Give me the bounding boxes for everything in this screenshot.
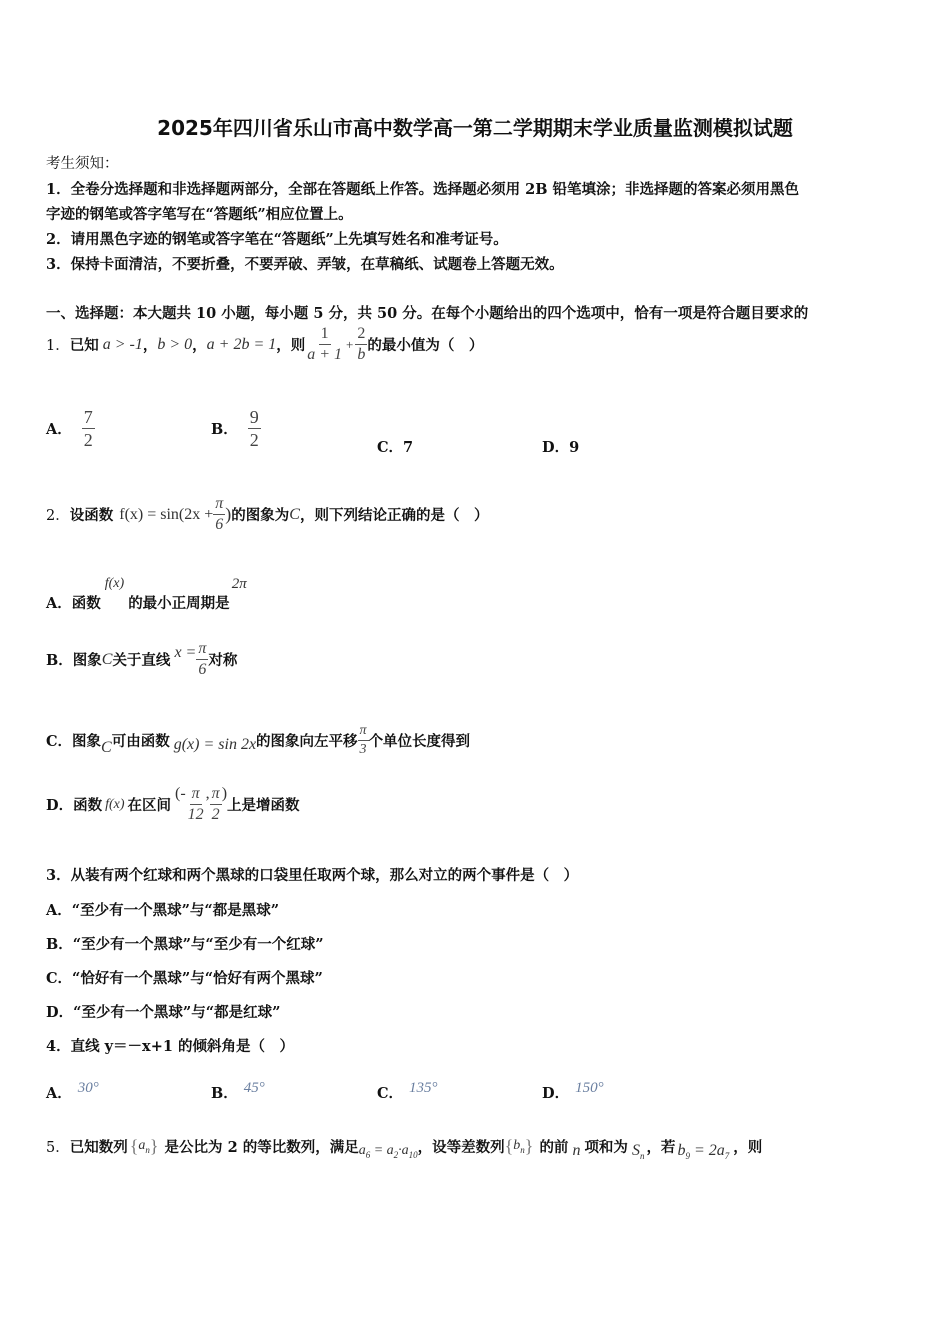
q4-b-value: 45°	[243, 1080, 265, 1096]
question-5	[46, 1132, 762, 1161]
q1-b-fraction: $\frac{9}{2}$	[249, 407, 259, 450]
q3-option-b[interactable]: B．“至少有一个黑球”与“至少有一个红球”	[46, 936, 324, 953]
q1-cond-1: a > -1	[102, 335, 143, 353]
q2-close-paren: )	[225, 504, 232, 524]
q5-text-5: 项和为	[584, 1139, 628, 1157]
q5-text-2: 是公比为 2 的等比数列，满足	[164, 1139, 359, 1157]
q1-cond-3: a + 2b = 1	[206, 335, 277, 353]
q1-sep-2: ，	[192, 337, 207, 354]
option-label: A．	[46, 421, 72, 438]
q4-option-d[interactable]	[542, 1076, 604, 1102]
q5-n: n	[572, 1141, 581, 1159]
section-heading: 一、选择题：本大题共 10 小题，每小题 5 分，共 50 分。在每个小题给出的四个选项中，恰有一项是符合题目要求的	[46, 305, 809, 322]
q2-a-text-2: 的最小正周期是	[128, 595, 230, 612]
q5-text-1: 已知数列	[69, 1139, 128, 1157]
q2-d-fraction-2: $\frac{\pi}{2}$	[211, 785, 220, 823]
q5-text-4: 的前	[539, 1139, 569, 1157]
q1-sep-1: ，	[142, 337, 158, 354]
q5-condition-2: $b_9 = 2a_7$	[677, 1142, 730, 1162]
q1-option-c[interactable]: C．7	[377, 439, 414, 456]
q2-d-comma: ,	[205, 784, 210, 802]
q2-d-open: (-	[175, 784, 186, 802]
notice-line-2: 2．请用黑色字迹的钢笔或答字笔在“答题纸”上先填写姓名和准考证号。	[46, 231, 508, 248]
q2-d-text-1: D．函数	[46, 797, 103, 814]
q2-a-func: f(x)	[104, 576, 125, 591]
q3-option-d[interactable]: D．“至少有一个黑球”与“都是红球”	[46, 1004, 281, 1021]
q1-fraction-2: $\frac{2}{b}$	[357, 325, 366, 363]
q5-text-6: ，若	[646, 1139, 676, 1157]
q2-option-d[interactable]	[46, 786, 300, 823]
notice-line-1b: 字迹的钢笔或答字笔写在“答题纸”相应位置上。	[46, 206, 353, 223]
q4-option-a[interactable]	[46, 1076, 99, 1102]
q4-c-value: 135°	[409, 1080, 438, 1096]
option-label: B．	[211, 1085, 238, 1102]
q4-a-value: 30°	[77, 1080, 99, 1096]
q1-text-3: 的最小值为（ ）	[367, 337, 484, 354]
q5-sum-s: $S_n$	[631, 1142, 645, 1162]
q1-cond-2: b > 0	[157, 335, 193, 353]
q4-option-b[interactable]	[211, 1076, 265, 1102]
q2-c-text-1: C．图象	[46, 733, 102, 750]
q2-d-text-3: 上是增函数	[227, 797, 300, 814]
q2-c-graph-c: C	[101, 738, 112, 756]
q3-option-c[interactable]: C．“恰好有一个黑球”与“恰好有两个黑球”	[46, 970, 323, 987]
q2-d-text-2: 在区间	[127, 797, 172, 814]
q2-function: f(x) = sin(2x +	[119, 505, 214, 523]
q4-option-c[interactable]	[377, 1076, 438, 1102]
q1-a-fraction: $\frac{7}{2}$	[83, 407, 93, 450]
q1-text-2: ，则	[276, 337, 306, 354]
q5-brace-open-2: {	[504, 1136, 514, 1157]
q2-c-func-g: g(x) = sin 2x	[173, 735, 257, 753]
q5-brace-close-1: }	[149, 1136, 159, 1157]
q5-number: 5．	[46, 1140, 70, 1157]
q5-seq-b: $b_n$	[513, 1138, 525, 1155]
q5-text-3: ，设等差数列	[417, 1139, 505, 1157]
question-2	[46, 496, 488, 533]
q2-b-text-3: 对称	[208, 652, 238, 669]
q5-brace-close-2: }	[524, 1136, 534, 1157]
question-1	[46, 326, 483, 363]
q3-option-a[interactable]: A．“至少有一个黑球”与“都是黑球”	[46, 902, 280, 919]
option-label: B．	[211, 421, 238, 438]
option-label: D．	[542, 1085, 570, 1102]
q1-text-1: 已知	[69, 337, 99, 354]
question-3: 3．从装有两个红球和两个黑球的口袋里任取两个球，那么对立的两个事件是（ ）	[46, 867, 579, 884]
q4-d-value: 150°	[575, 1080, 604, 1096]
q2-a-text-1: A．函数	[46, 595, 101, 612]
q2-b-graph-c: C	[101, 650, 113, 668]
q2-fraction: $\frac{\pi}{6}$	[215, 495, 224, 533]
q2-text-3: ，则下列结论正确的是（ ）	[299, 507, 489, 524]
notice-line-1: 1．全卷分选择题和非选择题两部分，全部在答题纸上作答。选择题必须用 2B 铅笔填涂；非选择题的答案必须用黑色	[46, 181, 800, 198]
option-label: C．	[377, 1085, 404, 1102]
q2-graph-c: C	[289, 505, 300, 523]
q5-text-7: ，则	[733, 1139, 763, 1157]
question-4: 4．直线 y＝－x+1 的倾斜角是（ ）	[46, 1038, 294, 1055]
q1-option-b[interactable]	[211, 408, 261, 449]
page-title: 2025年四川省乐山市高中数学高一第二学期期末学业质量监测模拟试题	[157, 116, 793, 140]
q2-b-fraction: $\frac{\pi}{6}$	[198, 640, 207, 678]
q2-d-close: )	[221, 784, 228, 802]
notice-line-3: 3．保持卡面清洁，不要折叠，不要弄破、弄皱，在草稿纸、试题卷上答题无效。	[46, 256, 564, 273]
q1-plus: +	[346, 336, 354, 352]
q2-c-text-2: 可由函数	[111, 733, 170, 750]
q2-b-text-2: 关于直线	[112, 652, 171, 669]
q2-option-b[interactable]	[46, 641, 237, 678]
q5-condition-1: $a_6 = a_2\cdot a_{10}$	[358, 1143, 418, 1160]
q2-number: 2．	[46, 508, 70, 524]
q1-option-a[interactable]	[46, 408, 95, 449]
q5-brace-open-1: {	[129, 1136, 139, 1157]
q1-option-d[interactable]: D．9	[542, 439, 580, 456]
notice-heading: 考生须知：	[46, 156, 119, 172]
q2-b-line: x =	[174, 643, 197, 661]
q2-d-func: f(x)	[105, 796, 125, 812]
q2-option-c[interactable]	[46, 724, 470, 757]
q2-c-text-4: 个单位长度得到	[368, 733, 471, 750]
option-label: A．	[46, 1085, 72, 1102]
q2-c-fraction: $\frac{\pi}{3}$	[359, 723, 367, 757]
q2-text-1: 设函数	[69, 507, 114, 524]
q2-c-text-3: 的图象向左平移	[256, 733, 358, 750]
q1-fraction-1: $\frac{1}{a + 1}$	[307, 325, 343, 363]
q2-option-a[interactable]	[46, 576, 247, 613]
q1-number: 1．	[46, 338, 70, 354]
q2-d-fraction-1: $\frac{\pi}{12}$	[187, 785, 204, 823]
q2-a-period: 2π	[231, 576, 247, 592]
q2-text-2: 的图象为	[231, 507, 290, 524]
q5-seq-a: $a_n$	[138, 1138, 150, 1155]
q2-b-text-1: B．图象	[46, 652, 102, 669]
